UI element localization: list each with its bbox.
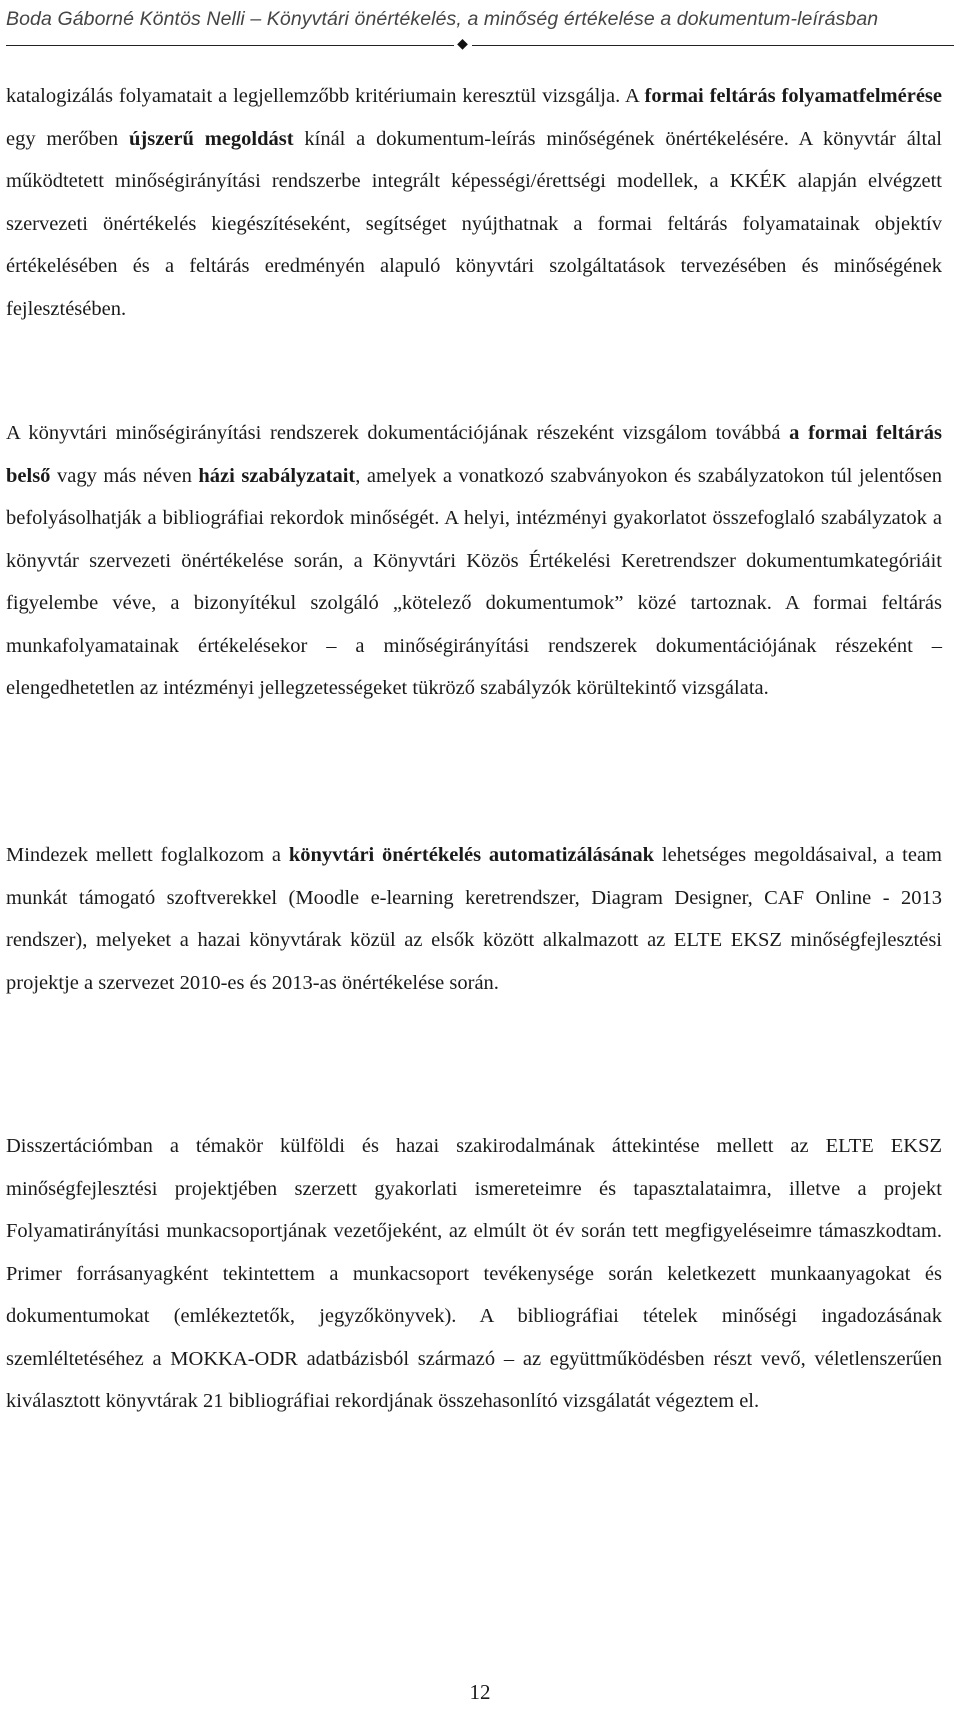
paragraph-2-text-3: , amelyek a vonatkozó szabványokon és szabályzatokon túl jelentősen befolyásolhatják a bibliográfiai rekordok minőségét. A helyi, intézményi gyakorlatot összefoglaló szabályzatok a könyvtár szervezeti önértékelése során, a Könyvtári Közös Értékelési Keretrendszer dokumentumkategóriáit figyelembe véve, a bizonyítékul szolgáló „kötelező dokumentumok” közé tartoznak. A formai feltárás munkafolyamatainak értékelésekor – a minőségirányítási rendszerek dokumentációjának részeként – elengedhetetlen az intézményi jellegzetességeket tükröző szabályzók körültekintő vizsgálata.	[6, 464, 942, 699]
paragraph-2-bold-1: a formai feltárás belső	[6, 422, 942, 487]
paragraph-3-bold-1: könyvtári önértékelés automatizálásának	[288, 844, 655, 866]
header-rule-right	[472, 45, 954, 46]
paragraph-3	[6, 834, 942, 1004]
paragraph-4-text-1: Disszertációmban a témakör külföldi és hazai szakirodalmának áttekintése mellett az ELTE EKSZ minőségfejlesztési projektjében szerzett gyakorlati ismereteimre és tapasztalataimra, illetve a projekt Folyamatirányítási munkacsoportjának vezetőjeként, az elmúlt öt év során tett megfigyeléseimre támaszkodtam. Primer forrásanyagként tekintettem a munkacsoport tevékenysége során keletkezett munkaanyagokat és dokumentumokat (emlékeztetők, jegyzőkönyvek). A bibliográfiai tételek minőségi ingadozásának szemléltetéséhez a MOKKA-ODR adatbázisból származó – az együttműködésben részt vevő, véletlenszerűen kiválasztott könyvtárak 21 bibliográfiai rekordjának összehasonlító vizsgálatát végeztem el.	[6, 1135, 942, 1412]
paragraph-1-text-3: kínál a dokumentum-leírás minőségének önértékelésére. A könyvtár által működtetett minőségirányítási rendszerbe integrált képességi/érettségi modellek, a KKÉK alapján elvégzett szervezeti önértékelés kiegészítéseként, segítséget nyújthatnak a formai feltárás folyamatainak objektív értékelésében és a feltárás eredményén alapuló könyvtári szolgáltatások tervezésében és minőségének fejlesztésében.	[6, 127, 942, 320]
header-rule-left	[6, 45, 454, 46]
paragraph-1	[6, 75, 942, 330]
paragraph-3-text-2: lehetséges megoldásaival, a team munkát támogató szoftverekkel (Moodle e-learning keretrendszer, Diagram Designer, CAF Online - 2013 rendszer), melyeket a hazai könyvtárak közül az elsők között alkalmazott az ELTE EKSZ minőségfejlesztési projektje a szervezet 2010-es és 2013-as önértékelése során.	[6, 844, 942, 994]
paragraph-1-bold-2: újszerű megoldást	[128, 127, 294, 150]
paragraph-3-text-1: Mindezek mellett foglalkozom a	[6, 844, 289, 866]
paragraph-2-text-2: vagy más néven	[50, 464, 199, 487]
paragraph-2	[6, 412, 942, 710]
diamond-ornament-icon: ◆	[457, 36, 468, 52]
paragraph-1-text-2: egy merőben	[6, 127, 129, 150]
page-number: 12	[469, 1680, 491, 1704]
paragraph-2-text-1: A könyvtári minőségirányítási rendszerek dokumentációjának részeként vizsgálom továbbá	[6, 422, 790, 444]
paragraph-2-bold-2: házi szabályzatait	[198, 464, 356, 487]
paragraph-4	[6, 1125, 942, 1423]
running-header: Boda Gáborné Köntös Nelli – Könyvtári önértékelés, a minőség értékelése a dokumentum-leírásban	[6, 8, 879, 30]
paragraph-1-text-1: katalogizálás folyamatait a legjellemzőbb kritériumain keresztül vizsgálja. A	[6, 85, 645, 107]
paragraph-1-bold-1: formai feltárás folyamatfelmérése	[644, 85, 943, 107]
